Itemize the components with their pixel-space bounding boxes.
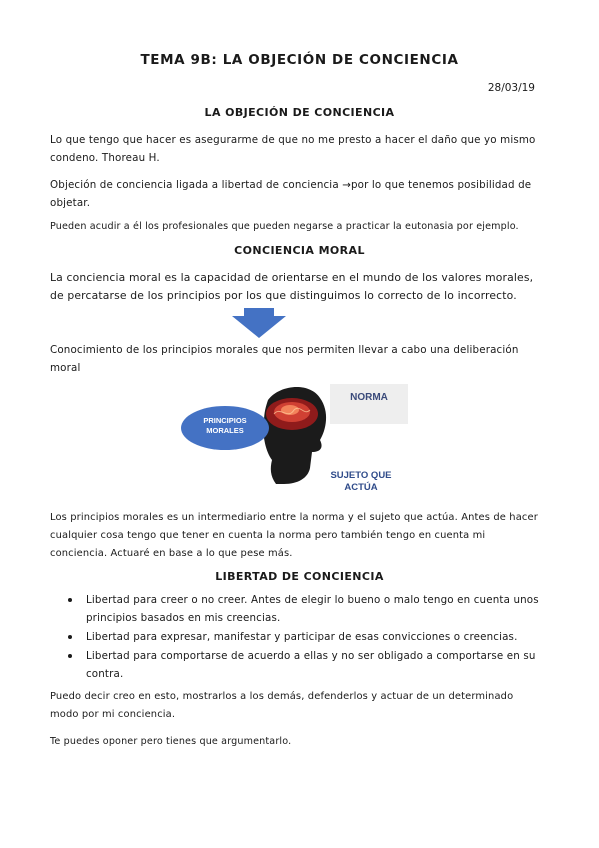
- section-heading-libertad: LIBERTAD DE CONCIENCIA: [215, 570, 384, 583]
- paragraph-objecion-definition: Objeción de conciencia ligada a libertad de conciencia →por lo que tenemos posibilidad de objetar.: [50, 179, 532, 209]
- section-heading-objecion: LA OBJECIÓN DE CONCIENCIA: [204, 106, 395, 119]
- paragraph-conciencia-definition: La conciencia moral es la capacidad de orientarse en el mundo de los valores morales, de percatarse de los principios por los que distinguimos lo correcto de lo incorrecto.: [50, 271, 534, 302]
- bullet-icon: [68, 654, 72, 658]
- down-arrow-icon: [232, 308, 286, 338]
- paragraph-puedo-decir: Puedo decir creo en esto, mostrarlos a los demás, defenderlos y actuar de un determinado modo por mi conciencia.: [50, 691, 514, 720]
- moral-principles-diagram: [180, 380, 412, 498]
- paragraph-intermediario: Los principios morales es un intermediario entre la norma y el sujeto que actúa. Antes de hacer cualquier cosa tengo que tener en cuenta la norma pero también tengo en cuenta mi conciencia. Actuaré en base a lo que pese más.: [50, 512, 538, 559]
- document-date: 28/03/19: [487, 82, 535, 94]
- list-item: Libertad para expresar, manifestar y participar de esas convicciones o creencias.: [64, 628, 544, 646]
- paragraph-professionals: Pueden acudir a él los profesionales que pueden negarse a practicar la eutonasia por ejemplo.: [50, 221, 519, 232]
- bullet-icon: [68, 635, 72, 639]
- norma-label: NORMA: [350, 392, 388, 403]
- paragraph-oponer: Te puedes oponer pero tienes que argumentarlo.: [50, 736, 292, 747]
- sujeto-label: SUJETO QUE ACTÚA: [330, 470, 392, 493]
- list-item: Libertad para creer o no creer. Antes de elegir lo bueno o malo tengo en cuenta unos principios basados en mis creencias.: [64, 591, 544, 627]
- principios-label: PRINCIPIOS MORALES: [203, 416, 247, 435]
- libertad-list: [64, 591, 544, 684]
- paragraph-conocimiento: Conocimiento de los principios morales que nos permiten llevar a cabo una deliberación moral: [50, 344, 519, 374]
- paragraph-thoreau-quote: Lo que tengo que hacer es asegurarme de que no me presto a hacer el daño que yo mismo condeno. Thoreau H.: [50, 134, 536, 164]
- bullet-icon: [68, 598, 72, 602]
- page-title: TEMA 9B: LA OBJECIÓN DE CONCIENCIA: [140, 52, 459, 68]
- section-heading-conciencia-moral: CONCIENCIA MORAL: [234, 244, 365, 257]
- list-item: Libertad para comportarse de acuerdo a ellas y no ser obligado a comportarse en su contra.: [64, 647, 544, 683]
